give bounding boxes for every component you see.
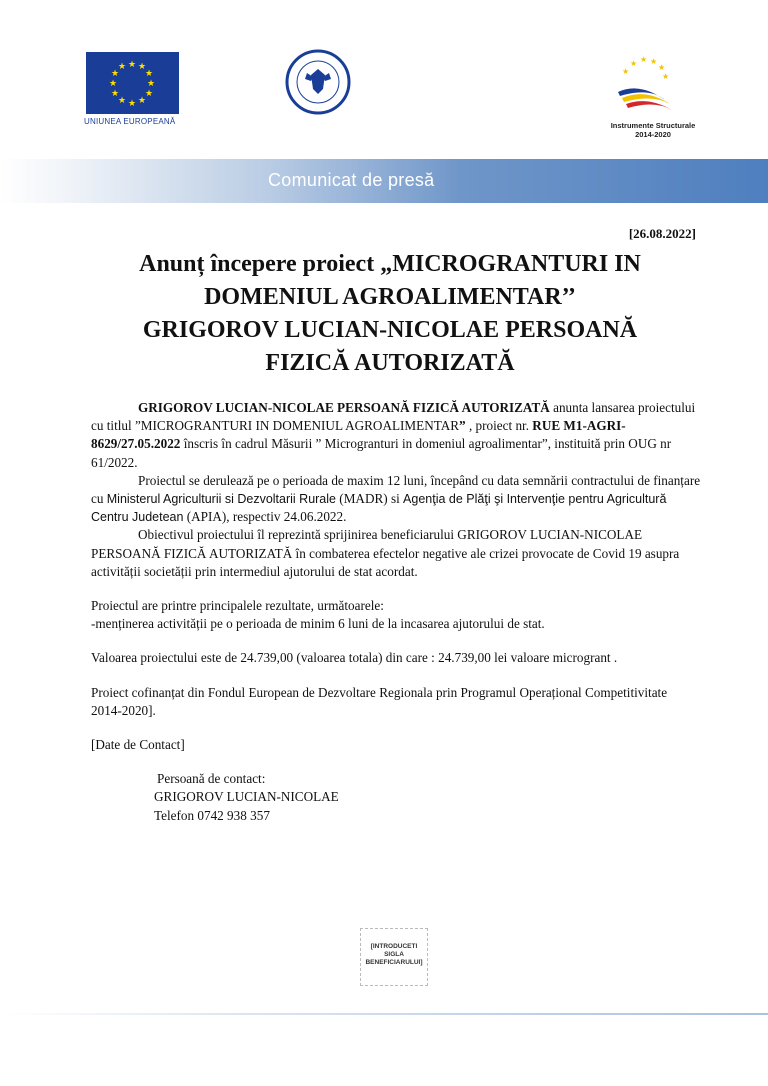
svg-text:★: ★ (127, 98, 137, 108)
project-number: RUE M1-AGRI-8629/27.05.2022 (91, 418, 626, 452)
is-label-line1: Instrumente Structurale (610, 121, 696, 130)
svg-text:★: ★ (108, 78, 118, 88)
p1-quote-close: ” (459, 418, 469, 434)
government-seal-logo (285, 49, 351, 115)
placeholder-line1: [INTRODUCETI (370, 943, 418, 950)
instrumente-structurale-logo (610, 52, 680, 114)
svg-text:★: ★ (144, 68, 154, 78)
is-label-line2: 2014-2020 (635, 130, 671, 139)
eu-stars-icon (86, 52, 179, 114)
footer-divider (0, 1013, 768, 1015)
agency-name: Agenţia de Plăţi şi Intervenţie pentru Agricultură Centru Judetean (91, 492, 667, 525)
document-title (60, 248, 720, 380)
instrumente-structurale-label (598, 121, 708, 139)
svg-text:★: ★ (658, 63, 666, 72)
p1-text-c: înscris în cadrul Măsurii ” Microgranturi in domeniul agroalimentar”, instituită prin OUG nr 61/2022. (91, 436, 672, 470)
document-date: [26.08.2022] (628, 226, 696, 241)
press-release-banner (0, 159, 768, 203)
title-line-1: Anunț începere proiect „MICROGRANTURI IN (139, 251, 641, 277)
p2-text-b: (APIA), respectiv 24.06.2022. (183, 509, 347, 525)
beneficiary-logo-placeholder (360, 928, 428, 986)
header-logos (0, 0, 768, 160)
svg-text:★: ★ (117, 61, 127, 71)
contact-header: [Date de Contact] (91, 737, 185, 753)
results-intro: Proiectul are printre principalele rezultate, următoarele: (91, 598, 384, 614)
paragraph-objective: Obiectivul proiectului îl reprezintă sprijinirea beneficiarului GRIGOROV LUCIAN-NICOLAE PERSOANĂ FIZICĂ AUTORIZATĂ în combaterea efectelor negative ale crizei provocate de Covid 19 asupra activității societății prin intermediul ajutorului de stat acordat. (91, 527, 680, 579)
svg-text:★: ★ (146, 78, 156, 88)
svg-text:★: ★ (144, 88, 154, 98)
svg-text:★: ★ (662, 72, 670, 81)
svg-text:★: ★ (650, 57, 658, 66)
cofinance-statement: Proiect cofinanțat din Fondul European de Dezvoltare Regionala prin Programul Operațional Competitivitate 2014-2020]. (91, 684, 668, 718)
eu-flag-logo (86, 52, 179, 114)
svg-text:★: ★ (127, 59, 137, 69)
contact-name: GRIGOROV LUCIAN-NICOLAE (154, 789, 339, 805)
svg-text:★: ★ (137, 95, 147, 105)
svg-text:★: ★ (622, 67, 630, 76)
project-value: Valoarea proiectului este de 24.739,00 (valoarea totala) din care : 24.739,00 lei valoare microgrant . (91, 650, 618, 666)
banner-title: Comunicat de presă (268, 170, 435, 190)
svg-text:★: ★ (110, 88, 120, 98)
ministry-name: Ministerul Agriculturii si Dezvoltarii Rurale (106, 492, 336, 507)
paragraph-announcement (91, 399, 701, 472)
results-item: -menținerea activității pe o perioada de minim 6 luni de la incasarea ajutorului de stat. (91, 616, 545, 632)
p1-text-a: anunta lansarea proiectului cu titlul ”MICROGRANTURI IN DOMENIUL AGROALIMENTAR (91, 400, 696, 434)
placeholder-line2: SIGLA (384, 951, 404, 958)
paragraph-duration (91, 472, 701, 527)
svg-text:★: ★ (137, 61, 147, 71)
document-body (91, 399, 701, 825)
p2-madr: (MADR) si (336, 491, 404, 507)
svg-text:★: ★ (110, 68, 120, 78)
p2-text-a: Proiectul se derulează pe o perioada de maxim 12 luni, începând cu data semnării contractului de finanțare cu (91, 472, 701, 507)
svg-text:★: ★ (640, 55, 648, 64)
svg-text:★: ★ (630, 59, 638, 68)
title-line-3: GRIGOROV LUCIAN-NICOLAE PERSOANĂ (142, 317, 638, 343)
svg-text:★: ★ (117, 95, 127, 105)
company-name: GRIGOROV LUCIAN-NICOLAE PERSOANĂ FIZICĂ AUTORIZATĂ (138, 400, 550, 415)
contact-phone: Telefon 0742 938 357 (154, 807, 270, 823)
title-line-2: DOMENIUL AGROALIMENTAR’’ (204, 284, 576, 310)
contact-label: Persoană de contact: (157, 771, 266, 787)
eu-label: UNIUNEA EUROPEANĂ (84, 117, 176, 126)
placeholder-line3: BENEFICIARULUI] (365, 959, 423, 966)
title-line-4: FIZICĂ AUTORIZATĂ (265, 350, 515, 376)
p1-text-b: , proiect nr. (468, 418, 533, 434)
